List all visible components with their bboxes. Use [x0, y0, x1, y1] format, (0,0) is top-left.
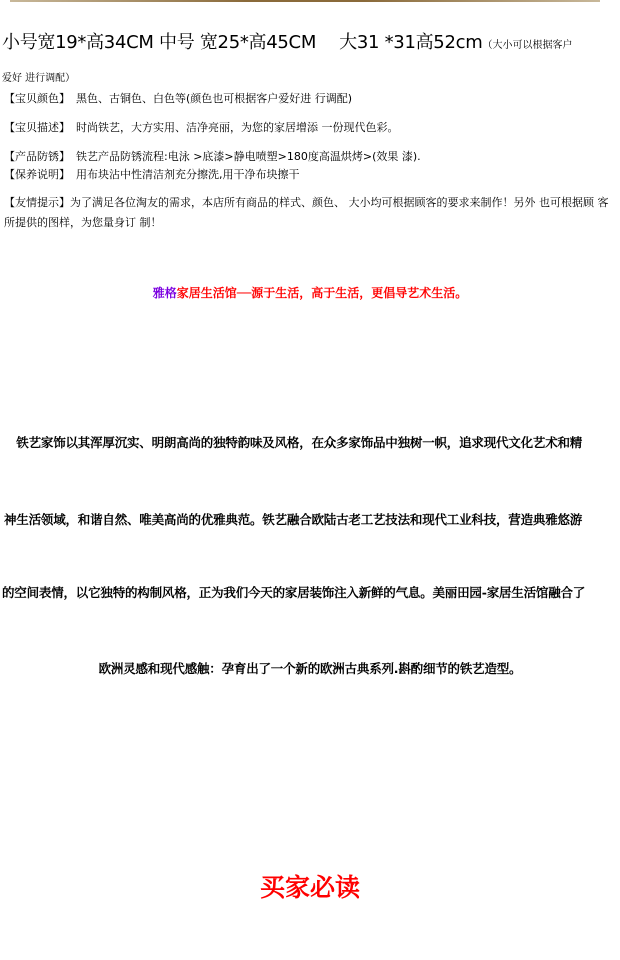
spec-label: 【宝贝颜色】: [4, 92, 70, 105]
intro-paragraph-line: 神生活领域，和谐自然、唯美高尚的优雅典范。铁艺融合欧陆古老工艺技法和现代工业科技，营造典雅悠游: [4, 512, 583, 527]
slogan-text: 家居生活馆──源于生活，高于生活，更倡导艺术生活。: [176, 286, 468, 300]
spec-value: 黑色、古铜色、白色等(颜色也可根据客户爱好进 行调配): [76, 92, 353, 105]
size-note: （大小可以根据客户: [482, 40, 573, 51]
spec-color: [4, 90, 614, 108]
intro-paragraph-line: 铁艺家饰以其浑厚沉实、明朗高尚的独特韵味及风格，在众多家饰品中独树一帜，追求现代文化艺术和精: [4, 435, 583, 450]
spec-label: 【保养说明】: [4, 168, 70, 181]
size-note-continued: 爱好 进行调配）: [2, 73, 76, 84]
spec-rustproof: [4, 148, 614, 166]
spec-label: 【产品防锈】: [4, 150, 70, 163]
buyer-notice-heading: 买家必读: [259, 873, 360, 902]
size-specification: [2, 28, 616, 94]
intro-paragraph-line: 的空间表情，以它独特的构制风格，正为我们今天的家居装饰注入新鲜的气息。美丽田园-家居生活馆融合了: [2, 585, 586, 600]
spec-value: 用布块沾中性清洁剂充分擦洗,用干净布块擦干: [76, 168, 300, 181]
spec-care: [4, 166, 614, 184]
spec-tip: [4, 193, 614, 233]
top-divider: [10, 0, 600, 2]
spec-value: 铁艺产品防锈流程:电泳 >底漆>静电喷塑>180度高温烘烤>(效果 漆).: [76, 150, 421, 163]
store-brand: 雅格: [152, 286, 177, 300]
spec-value: 为了满足各位淘友的需求，本店所有商品的样式、颜色、 大小均可根据顾客的要求来制作！另外 也可根据顾 客所提供的图样，为您量身订 制！: [4, 196, 609, 229]
spec-description: [4, 119, 614, 137]
spec-label: 【宝贝描述】: [4, 121, 70, 134]
spec-label: 【友情提示】: [4, 196, 70, 209]
size-dimensions: 小号宽19*高34CM 中号 宽25*高45CM 大31 *31高52cm: [2, 32, 483, 53]
store-slogan: [0, 284, 620, 301]
intro-paragraph-line: 欧洲灵感和现代感触：孕育出了一个新的欧洲古典系列.斟酌细节的铁艺造型。: [98, 661, 522, 676]
spec-value: 时尚铁艺，大方实用、洁净亮丽，为您的家居增添 一份现代色彩。: [76, 121, 399, 134]
